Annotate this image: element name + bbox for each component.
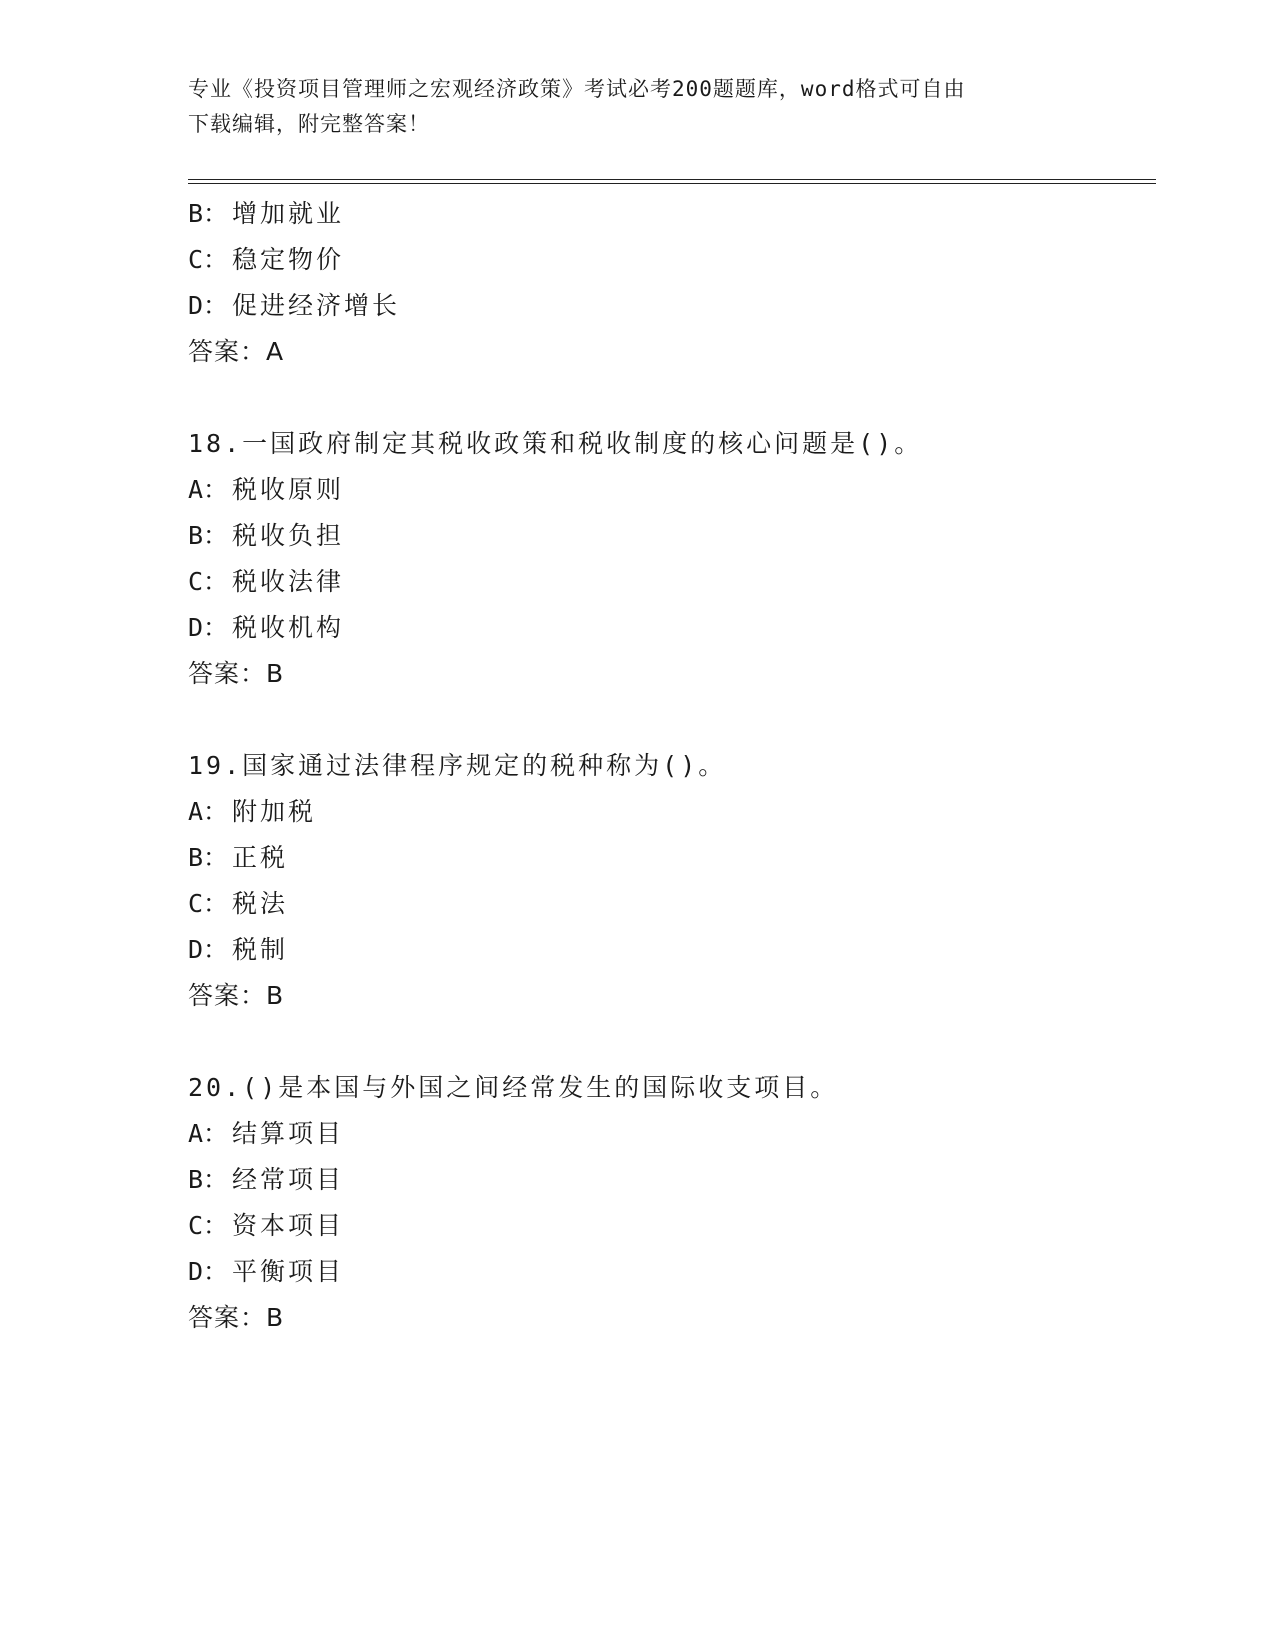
option-b [188,191,1148,237]
option-d [188,1249,1148,1295]
question-stem: 19.国家通过法律程序规定的税种称为()。 [188,751,727,780]
option-text: 平衡项目 [232,1257,345,1286]
question-stem: 20.()是本国与外国之间经常发生的国际收支项目。 [188,1073,839,1102]
answer-line [188,1295,1148,1341]
answer-label: 答案： [188,659,267,688]
option-text: 增加就业 [232,199,345,228]
question-list [188,191,1148,1341]
answer-value: B [266,981,285,1010]
option-text: 税制 [232,935,289,964]
header-line-1: 专业《投资项目管理师之宏观经济政策》考试必考200题题库，word格式可自由 [188,77,966,101]
option-key: B： [188,1165,229,1194]
option-text: 资本项目 [232,1211,345,1240]
option-d [188,605,1148,651]
header-divider-bottom [188,183,1156,184]
option-text: 促进经济增长 [232,291,401,320]
question-17-continued [188,191,1148,375]
option-text: 税收负担 [232,521,345,550]
answer-value: A [266,337,285,366]
spacer [188,697,1148,743]
option-b [188,1157,1148,1203]
question-19 [188,743,1148,1019]
answer-label: 答案： [188,1303,267,1332]
option-c [188,881,1148,927]
option-a [188,789,1148,835]
option-b [188,513,1148,559]
answer-value: B [266,659,285,688]
option-text: 正税 [232,843,289,872]
option-text: 税收机构 [232,613,345,642]
option-text: 税收原则 [232,475,345,504]
option-key: B： [188,843,229,872]
answer-line [188,973,1148,1019]
document-header [188,72,1088,142]
option-c [188,559,1148,605]
option-a [188,467,1148,513]
option-key: D： [188,1257,229,1286]
answer-line [188,329,1148,375]
spacer [188,1019,1148,1065]
header-line-2: 下载编辑，附完整答案！ [188,112,430,136]
answer-label: 答案： [188,981,267,1010]
spacer [188,375,1148,421]
option-key: D： [188,613,229,642]
answer-line [188,651,1148,697]
option-key: C： [188,1211,229,1240]
option-d [188,927,1148,973]
answer-label: 答案： [188,337,267,366]
answer-value: B [266,1303,285,1332]
option-key: C： [188,567,229,596]
option-key: D： [188,935,229,964]
option-a [188,1111,1148,1157]
option-c [188,237,1148,283]
option-key: C： [188,245,229,274]
option-text: 税法 [232,889,289,918]
option-text: 结算项目 [232,1119,345,1148]
option-d [188,283,1148,329]
option-key: A： [188,1119,229,1148]
option-key: A： [188,475,229,504]
option-text: 经常项目 [232,1165,345,1194]
option-text: 税收法律 [232,567,345,596]
option-text: 附加税 [232,797,317,826]
option-key: B： [188,199,229,228]
question-stem: 18.一国政府制定其税收政策和税收制度的核心问题是()。 [188,429,923,458]
option-text: 稳定物价 [232,245,345,274]
option-b [188,835,1148,881]
option-key: C： [188,889,229,918]
question-18 [188,421,1148,697]
option-key: D： [188,291,229,320]
option-key: A： [188,797,229,826]
option-key: B： [188,521,229,550]
header-divider-top [188,179,1156,180]
question-20 [188,1065,1148,1341]
option-c [188,1203,1148,1249]
